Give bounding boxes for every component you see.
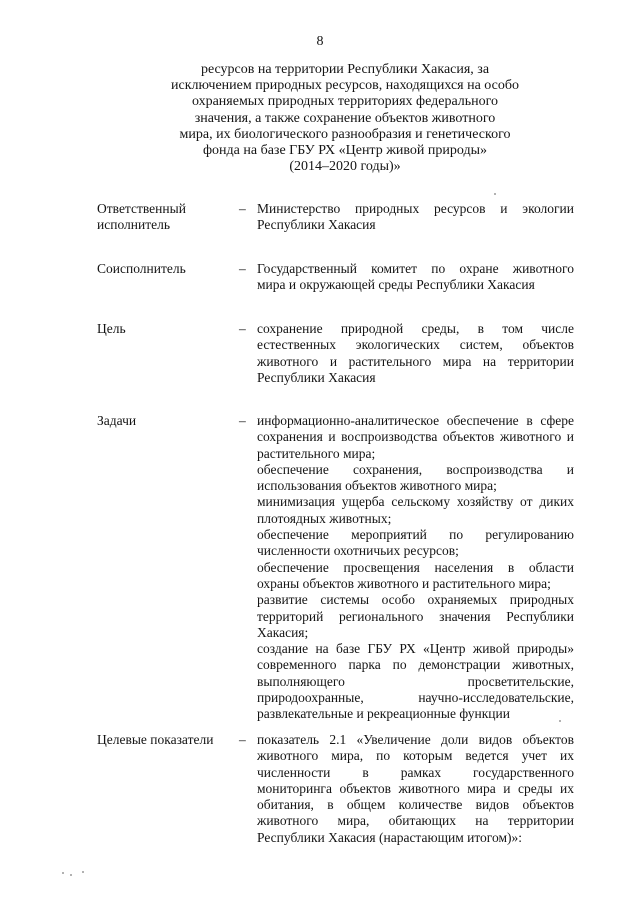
row-value-line: Республики Хакасия bbox=[257, 217, 376, 233]
row-label bbox=[97, 732, 227, 748]
row-label bbox=[97, 413, 227, 429]
row-value-line: животного мира, обитающих на территории bbox=[257, 813, 574, 829]
row-value-line: мира и окружающей среды Республики Хакасия bbox=[257, 277, 535, 293]
document-title bbox=[150, 62, 540, 175]
row-dash: – bbox=[239, 321, 246, 336]
row-label-line: Целевые показатели bbox=[97, 732, 214, 747]
scan-speck bbox=[494, 193, 496, 195]
row-label bbox=[97, 261, 227, 277]
title-line: (2014–2020 годы)» bbox=[289, 159, 401, 175]
row-label-line: Задачи bbox=[97, 413, 137, 428]
title-line: мира, их биологического разнообразия и генетического bbox=[179, 126, 511, 142]
row-value-line: Министерство природных ресурсов и экологии bbox=[257, 201, 574, 216]
row-value-line: территорий регионального значения Республики bbox=[257, 608, 574, 624]
row-label-line: исполнитель bbox=[97, 217, 170, 233]
row-value-line: обеспечение сохранения, воспроизводства и bbox=[257, 461, 574, 477]
row-value-line: Хакасия; bbox=[257, 624, 309, 640]
row-value-line: животного мира, по которым ведется учет их bbox=[257, 748, 574, 764]
title-line: значения, а также сохранение объектов животного bbox=[194, 110, 496, 126]
row-value-line: создание на базе ГБУ РХ «Центр живой природы» bbox=[257, 641, 574, 657]
row-value-line: охраны объектов животного и растительного мира; bbox=[257, 575, 551, 591]
row-value-line: современного парка по демонстрации животных, bbox=[257, 657, 574, 673]
row-label-line: Соисполнитель bbox=[97, 261, 186, 276]
row-value-line: мониторинга объектов животного мира и среды их bbox=[257, 780, 574, 796]
row-value-line: обеспечение мероприятий по регулированию bbox=[257, 527, 574, 543]
row-value-line: Республики Хакасия (нарастающим итогом)»: bbox=[257, 829, 523, 845]
row-value-line: численности охотничьих ресурсов; bbox=[257, 543, 459, 559]
row-label-line: Цель bbox=[97, 321, 126, 336]
row-value-line: развитие системы особо охраняемых природных bbox=[257, 592, 574, 608]
row-value-line: показатель 2.1 «Увеличение доли видов объектов bbox=[257, 732, 574, 747]
row-dash: – bbox=[239, 201, 246, 216]
row-value-line: природоохранные, научно-исследовательские, bbox=[257, 690, 574, 706]
title-line: ресурсов на территории Республики Хакасия, за bbox=[200, 62, 490, 77]
row-value-line: Республики Хакасия bbox=[257, 369, 376, 385]
row-dash: – bbox=[239, 732, 246, 747]
row-value-line: естественных экологических систем, объектов bbox=[257, 337, 574, 353]
row-label-line: Ответственный bbox=[97, 201, 186, 216]
row-value-line: развлекательные и рекреационные функции bbox=[257, 706, 510, 722]
row-value bbox=[257, 732, 574, 846]
row-value-line: минимизация ущерба сельскому хозяйству от диких bbox=[257, 494, 574, 510]
row-value bbox=[257, 261, 574, 294]
scan-speck bbox=[62, 872, 64, 874]
row-dash: – bbox=[239, 261, 246, 276]
row-value bbox=[257, 201, 574, 234]
scan-speck bbox=[82, 871, 84, 873]
row-value-line: обитания, в общем количестве видов объектов bbox=[257, 797, 574, 813]
row-value-line: животного и растительного мира на территории bbox=[257, 353, 574, 369]
title-line: фонда на базе ГБУ РХ «Центр живой природы» bbox=[202, 143, 488, 159]
title-line: исключением природных ресурсов, находящихся на особо bbox=[171, 78, 519, 94]
row-value bbox=[257, 321, 574, 386]
row-value bbox=[257, 413, 574, 723]
row-value-line: численности в рамках государственного bbox=[257, 764, 574, 780]
row-label bbox=[97, 201, 227, 234]
row-value-line: Государственный комитет по охране животного bbox=[257, 261, 574, 276]
row-value-line: сохранение природной среды, в том числе bbox=[257, 321, 574, 336]
row-value-line: выполняющего просветительские, bbox=[257, 673, 574, 689]
row-label bbox=[97, 321, 227, 337]
row-value-line: информационно-аналитическое обеспечение в сфере bbox=[257, 413, 574, 428]
row-value-line: сохранения и воспроизводства объектов животного и bbox=[257, 429, 574, 445]
row-value-line: растительного мира; bbox=[257, 445, 376, 461]
row-dash: – bbox=[239, 413, 246, 428]
page-number: 8 bbox=[316, 34, 324, 49]
row-value-line: обеспечение просвещения населения в области bbox=[257, 559, 574, 575]
scan-speck bbox=[70, 874, 72, 876]
row-value-line: использования объектов животного мира; bbox=[257, 478, 497, 494]
scan-speck bbox=[559, 720, 561, 722]
row-value-line: плотоядных животных; bbox=[257, 510, 392, 526]
title-line: охраняемых природных территориях федерального bbox=[191, 94, 499, 110]
